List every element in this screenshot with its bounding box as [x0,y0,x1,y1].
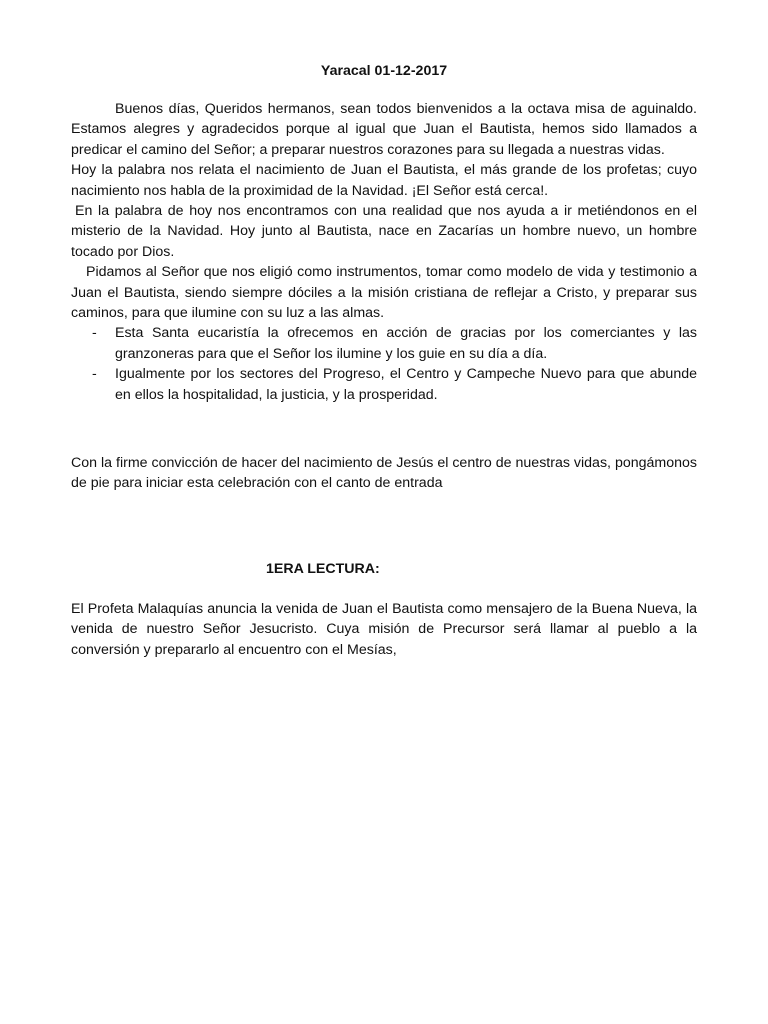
document-title: Yaracal 01-12-2017 [320,63,448,79]
list-dash: - [92,325,97,342]
reading-paragraph: El Profeta Malaquías anuncia la venida de Juan el Bautista como mensajero de la Buena Nueva, la venida de nuestro Señor Jesucristo. Cuya misión de Precursor será llamar al pueblo a la conversión y prepararlo al encuentro con el Mesías, [71,601,697,658]
closing-paragraph: Con la firme convicción de hacer del nacimiento de Jesús el centro de nuestras vidas, pongámonos de pie para iniciar esta celebración con el canto de entrada [71,455,697,492]
list-item [71,323,697,364]
closing-section [71,453,697,494]
reading-section [71,599,697,660]
word-paragraph: En la palabra de hoy nos encontramos con una realidad que nos ayuda a ir metiéndonos en el misterio de la Navidad. Hoy junto al Bautista, nace en Zacarías un hombre nuevo, un hombre tocado por Dios. [71,203,697,260]
intention-text: Esta Santa eucaristía la ofrecemos en acción de gracias por los comerciantes y las granzoneras para que el Señor los ilumine y los guie en su día a día. [115,325,697,362]
intentions-list [71,323,697,405]
list-dash: - [92,366,97,383]
reading-heading: 1ERA LECTURA: [266,561,380,577]
greeting-paragraph: Buenos días, Queridos hermanos, sean todos bienvenidos a la octava misa de aguinaldo. Estamos alegres y agradecidos porque al igual que Juan el Bautista, hemos sido llamados a predicar el camino del Señor; a preparar nuestros corazones para su llegada a nuestras vidas. [71,101,697,158]
list-item [71,364,697,405]
gospel-paragraph: Hoy la palabra nos relata el nacimiento de Juan el Bautista, el más grande de los profetas; cuyo nacimiento nos habla de la proximidad de la Navidad. ¡El Señor está cerca!. [71,162,697,199]
prayer-paragraph: Pidamos al Señor que nos eligió como instrumentos, tomar como modelo de vida y testimonio a Juan el Bautista, siendo siempre dóciles a la misión cristiana de reflejar a Cristo, y preparar sus caminos, para que ilumine con su luz a las almas. [71,264,697,322]
intro-section [71,99,697,405]
intention-text: Igualmente por los sectores del Progreso, el Centro y Campeche Nuevo para que abunde en ellos la hospitalidad, la justicia, y la prosperidad. [115,366,697,403]
